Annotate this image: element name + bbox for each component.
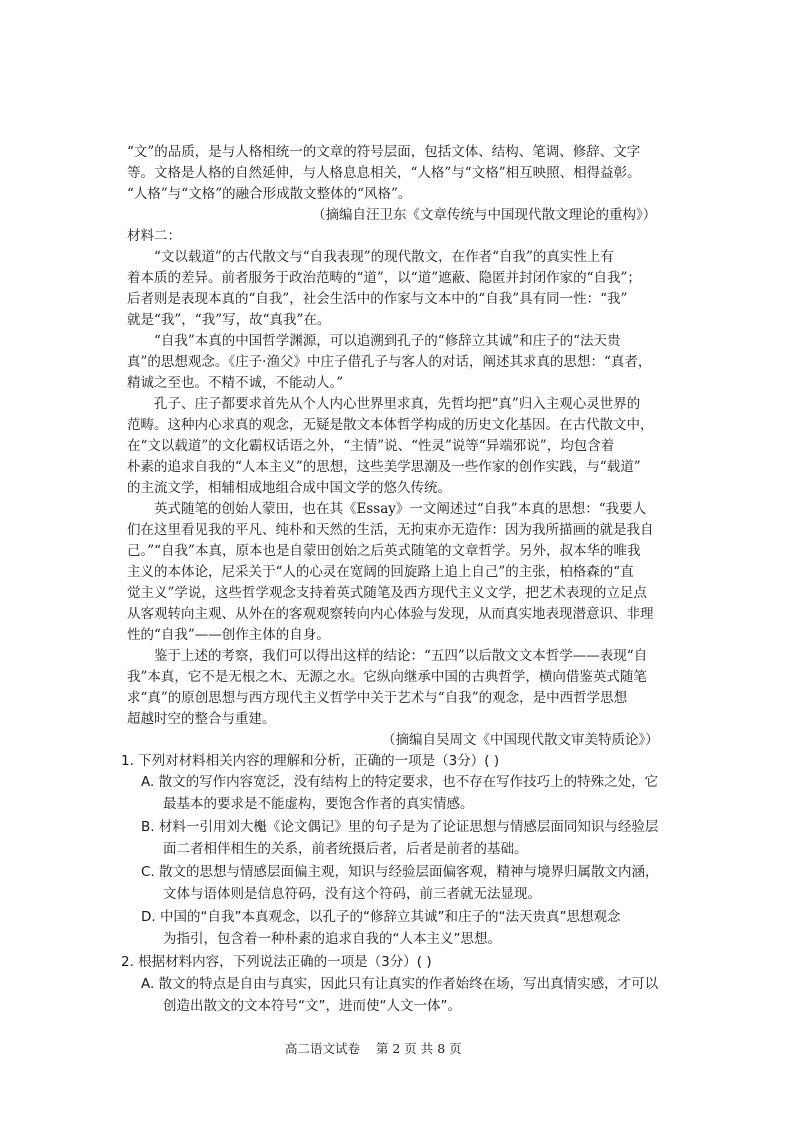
paragraph-line: 后者则是表现本真的“自我”，社会生活中的作家与文本中的“自我”具有同一性：“我” [127, 291, 628, 307]
paragraph-line: 们在这里看见我的平凡、纯朴和天然的生活，无拘束亦无造作：因为我所描画的就是我自 [127, 522, 654, 538]
paragraph-line: 孔子、庄子都要求首先从个人内心世界里求真，先哲均把“真”归入主观心灵世界的 [154, 396, 641, 412]
section-heading: 材料二： [127, 228, 181, 244]
question-1-option-a: A. 散文的写作内容宽泛，没有结构上的特定要求，也不存在写作技巧上的特殊之处，它 [141, 774, 659, 790]
question-2-option-a: A. 散文的特点是自由与真实，因此只有让真实的作者始终在场，写出真情实感，才可以 [141, 976, 659, 992]
paragraph-line: 我”本真，它不是无根之木、无源之水。它纵向继承中国的古典哲学，横向借鉴英式随笔 [127, 669, 647, 685]
paragraph-line: 性的“自我”——创作主体的自身。 [127, 627, 330, 643]
paragraph-line: “自我”本真的中国哲学渊源，可以追溯到孔子的“修辞立其诚”和庄子的“法天贵 [154, 333, 621, 349]
paragraph-line: 真”的思想观念。《庄子·渔父》中庄子借孔子与客人的对话，阐述其求真的思想：“真者， [127, 354, 652, 370]
question-1-option-b: B. 材料一引用刘大櫆《论文偶记》里的句子是为了论证思想与情感层面同知识与经验层 [141, 819, 659, 835]
source-citation: （摘编自吴周文《中国现代散文审美特质论》） [382, 732, 659, 748]
paragraph-line: 觉主义”学说，这些哲学观念支持着英式随笔及西方现代主义文学，把艺术表现的立足点 [127, 585, 647, 601]
question-1-option-b-cont: 面二者相伴相生的关系，前者统摄后者，后者是前者的基础。 [163, 841, 528, 857]
question-2-option-a-cont: 创造出散文的文本符号“文”，进而使“人文一体”。 [163, 998, 461, 1014]
question-1-option-d: D. 中国的“自我”本真观念，以孔子的“修辞立其诚”和庄子的“法天贵真”思想观念 [141, 909, 621, 925]
paragraph-line: 精诚之至也。不精不诚，不能动人。” [127, 375, 344, 391]
paragraph-line: 己。”“自我”本真，原本也是自蒙田创始之后英式随笔的文章哲学。另外，叔本华的唯我 [127, 543, 641, 559]
paragraph-line: 范畴。这种内心求真的观念，无疑是散文本体哲学构成的历史文化基因。在古代散文中， [127, 417, 654, 433]
paragraph-line: 超越时空的整合与重建。 [127, 711, 276, 727]
question-1-option-c: C. 散文的思想与情感层面偏主观，知识与经验层面偏客观，精神与境界归属散文内涵， [141, 864, 659, 880]
page-footer: 高二语文试卷 第 2 页 共 8 页 [285, 1041, 462, 1056]
question-2-stem: 2. 根据材料内容，下列说法正确的一项是（3分）( ) [121, 954, 432, 970]
paragraph-line: 的主流文学，相辅相成地组合成中国文学的悠久传统。 [127, 480, 451, 496]
paragraph-line: 就是“我”，“我”写，故“真我”在。 [127, 312, 331, 328]
question-1-option-c-cont: 文体与语体则是信息符码，没有这个符码，前三者就无法显现。 [163, 886, 541, 902]
paragraph-line: 英式随笔的创始人蒙田，也在其《Essay》一文阐述过“自我”本真的思想：“我要人 [154, 501, 647, 517]
source-citation: （摘编自汪卫东《文章传统与中国现代散文理论的重构》） [312, 207, 657, 223]
paragraph-line: 朴素的追求自我的“人本主义”的思想，这些美学思潮及一些作家的创作实践，与“载道” [127, 459, 641, 475]
paragraph-line: 求“真”的原创思想与西方现代主义哲学中关于艺术与“自我”的观念，是中西哲学思想 [127, 690, 628, 706]
paragraph-line: “人格”与“文格”的融合形成散文整体的“风格”。 [127, 186, 412, 202]
paragraph-line: 在“文以载道”的文化霸权话语之外，“主情”说、“性灵”说等“异端邪说”，均包含着 [127, 438, 615, 454]
paragraph-line: “文以载道”的古代散文与“自我表现”的现代散文，在作者“自我”的真实性上有 [154, 249, 614, 265]
paragraph-line: 等。文格是人格的自然延伸，与人格息息相关，“人格”与“文格”相互映照、相得益彰。 [127, 165, 641, 181]
paragraph-line: 主义的本体论，尼采关于“人的心灵在宽阔的回旋路上追上自己”的主张，柏格森的“直 [127, 564, 634, 580]
paragraph-line: 鉴于上述的考察，我们可以得出这样的结论：“五四”以后散文文本哲学——表现“自 [154, 648, 648, 664]
paragraph-line: 着本质的差异。前者服务于政治范畴的“道”，以“道”遮蔽、隐匿并封闭作家的“自我”； [127, 270, 641, 286]
question-1-option-d-cont: 为指引，包含着一种朴素的追求自我的“人本主义”思想。 [163, 931, 501, 947]
paragraph-line: 从客观转向主观、从外在的客观观察转向内心体验与发现，从而真实地表现潜意识、非理 [127, 606, 654, 622]
question-1-stem: 1. 下列对材料相关内容的理解和分析，正确的一项是（3分）( ) [121, 753, 500, 769]
paragraph-line: “文”的品质，是与人格相统一的文章的符号层面，包括文体、结构、笔调、修辞、文字 [127, 144, 641, 160]
question-1-option-a-cont: 最基本的要求是不能虚构，要饱含作者的真实情感。 [163, 796, 474, 812]
